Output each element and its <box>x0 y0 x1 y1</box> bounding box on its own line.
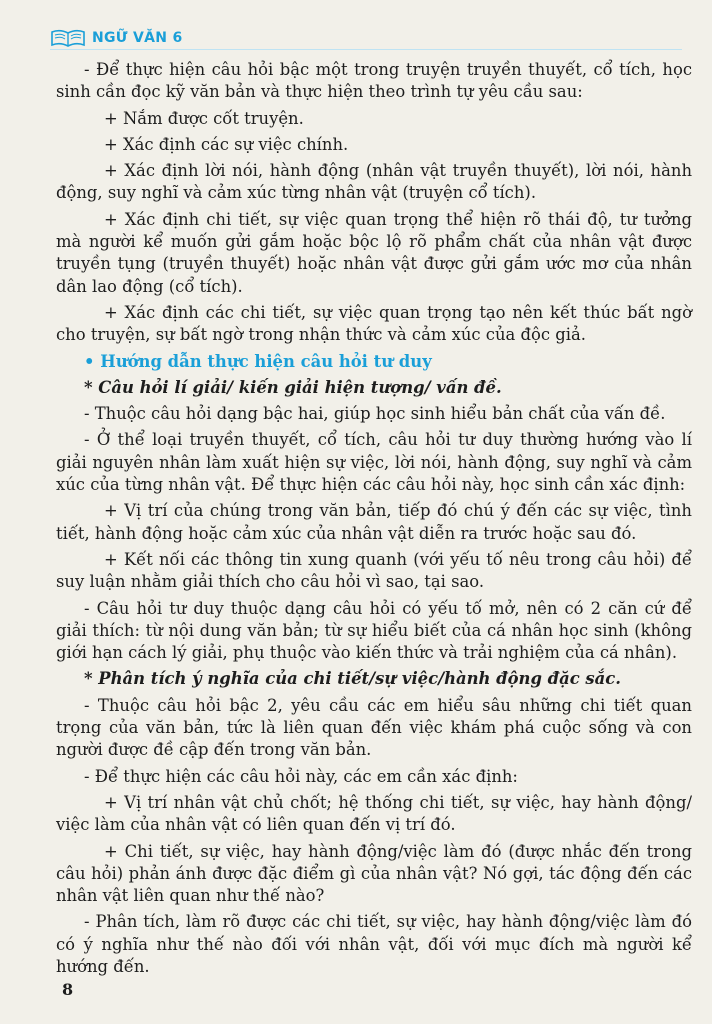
paragraph-text: - Câu hỏi tư duy thuộc dạng câu hỏi có yếu tố mở, nên có 2 căn cứ để giải thích: từ nội dung văn bản; từ sự hiểu biết của cá nhân học sinh (không giới hạn cách lý giải, phụ thuộc vào kiến thức và trải nghiệm của cá nhân). <box>56 598 692 663</box>
paragraph-text: - Để thực hiện các câu hỏi này, các em cần xác định: <box>84 766 518 786</box>
paragraph-text: + Vị trí của chúng trong văn bản, tiếp đó chú ý đến các sự việc, tình tiết, hành động hoặc cảm xúc của nhân vật diễn ra trước hoặc sau đó. <box>56 501 692 543</box>
paragraph-text: - Phân tích, làm rõ được các chi tiết, sự việc, hay hành động/việc làm đó có ý nghĩa như thế nào đối với nhân vật, đối với mục đích mà người kể hướng đến. <box>56 912 692 976</box>
page-number: 8 <box>62 980 74 999</box>
paragraph <box>56 59 692 104</box>
paragraph <box>56 209 692 298</box>
paragraph-text: + Xác định lời nói, hành động (nhân vật truyền thuyết), lời nói, hành động, suy nghĩ và cảm xúc từng nhân vật (truyện cổ tích). <box>56 161 692 203</box>
header-divider <box>50 49 682 50</box>
paragraph-text: - Để thực hiện câu hỏi bậc một trong truyện truyền thuyết, cổ tích, học sinh cần đọc kỹ văn bản và thực hiện theo trình tự yêu cầu sau: <box>56 60 692 102</box>
paragraph-text: + Nắm được cốt truyện. <box>104 108 304 128</box>
paragraph <box>56 429 692 496</box>
paragraph <box>56 841 692 908</box>
paragraph <box>56 302 692 347</box>
paragraph-text: + Chi tiết, sự việc, hay hành động/việc làm đó (được nhắc đến trong câu hỏi) phản ánh được đặc điểm gì của nhân vật? Nó gợi, tác động đến các nhân vật liên quan như thế nào? <box>56 841 692 906</box>
paragraph-text: * Câu hỏi lí giải/ kiến giải hiện tượng/ vấn đề. <box>84 377 502 397</box>
paragraph-text: * Phân tích ý nghĩa của chi tiết/sự việc/hành động đặc sắc. <box>84 669 621 689</box>
paragraph-text: + Xác định chi tiết, sự việc quan trọng thể hiện rõ thái độ, tư tưởng mà người kể muốn gửi gắm hoặc bộc lộ rõ phẩm chất của nhân vật được truyền tụng (truyền thuyết) hoặc nhân vật được gửi gắm ước mơ của nhân dân lao động (cổ tích). <box>56 209 692 296</box>
paragraph <box>56 108 692 130</box>
bullet-icon: • <box>84 351 95 371</box>
open-book-icon <box>50 28 86 48</box>
paragraph <box>56 695 692 762</box>
paragraph <box>56 134 692 156</box>
paragraph <box>56 403 692 425</box>
paragraph-text: - Thuộc câu hỏi dạng bậc hai, giúp học sinh hiểu bản chất của vấn đề. <box>84 404 666 424</box>
section-heading <box>56 351 692 373</box>
paragraph <box>56 766 692 788</box>
paragraph <box>56 792 692 837</box>
paragraph-text: + Vị trí nhân vật chủ chốt; hệ thống chi tiết, sự việc, hay hành động/ việc làm của nhân vật có liên quan đến vị trí đó. <box>56 792 692 835</box>
subsection-heading <box>56 377 692 399</box>
page-body <box>56 59 692 982</box>
paragraph <box>56 598 692 665</box>
paragraph-text: - Thuộc câu hỏi bậc 2, yêu cầu các em hiểu sâu những chi tiết quan trọng của văn bản, tức là liên quan đến việc khám phá cuộc sống và con người được đề cập đến trong văn bản. <box>56 695 692 760</box>
paragraph <box>56 549 692 594</box>
paragraph-text: + Xác định các chi tiết, sự việc quan trọng tạo nên kết thúc bất ngờ cho truyện, sự bất ngờ trong nhận thức và cảm xúc của độc giả. <box>56 302 692 345</box>
paragraph <box>56 911 692 978</box>
subsection-heading <box>56 668 692 690</box>
paragraph <box>56 500 692 545</box>
paragraph-text: - Ở thể loại truyền thuyết, cổ tích, câu hỏi tư duy thường hướng vào lí giải nguyên nhân làm xuất hiện sự việc, lời nói, hành động, suy nghĩ và cảm xúc của từng nhân vật. Để thực hiện các câu hỏi này, học sinh cần xác định: <box>56 430 692 495</box>
paragraph <box>56 160 692 205</box>
book-title: NGỮ VĂN 6 <box>92 30 183 46</box>
paragraph-text: Hướng dẫn thực hiện câu hỏi tư duy <box>100 351 432 371</box>
page-header <box>50 28 182 48</box>
paragraph-text: + Xác định các sự việc chính. <box>104 134 349 154</box>
paragraph-text: + Kết nối các thông tin xung quanh (với yếu tố nêu trong câu hỏi) để suy luận nhằm giải thích cho câu hỏi vì sao, tại sao. <box>56 549 692 592</box>
